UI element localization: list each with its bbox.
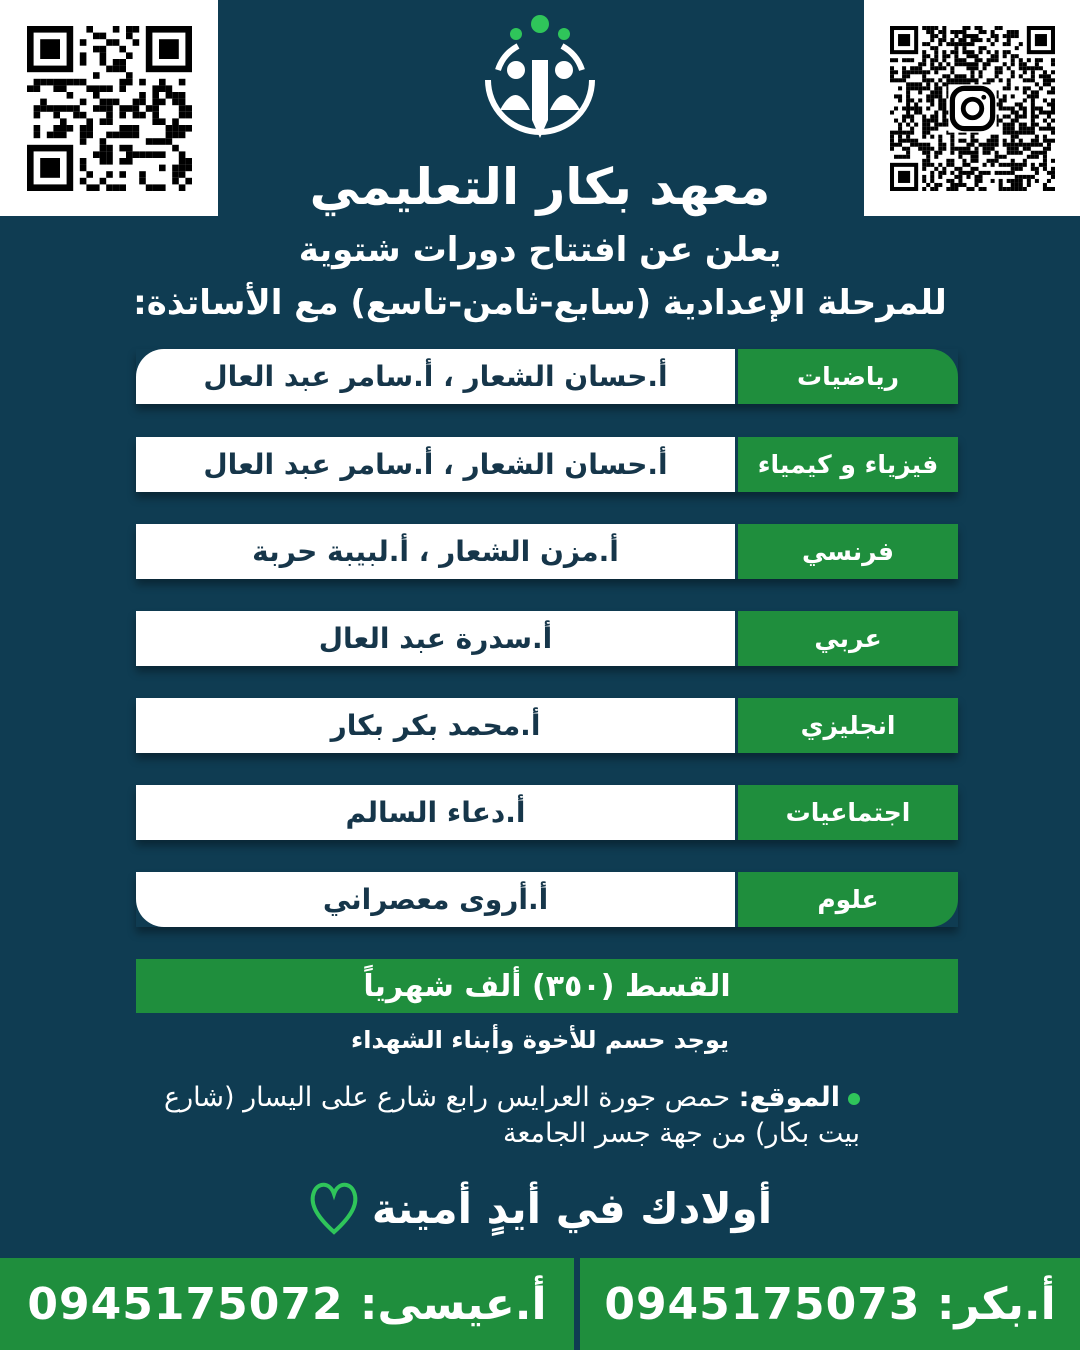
institute-name: معهد بكار التعليمي bbox=[309, 158, 771, 216]
course-teachers: أ.حسان الشعار ، أ.سامر عبد العال bbox=[136, 437, 735, 492]
course-row bbox=[136, 698, 958, 753]
discount-note: يوجد حسم للأخوة وأبناء الشهداء bbox=[350, 1026, 730, 1054]
contact-issa[interactable] bbox=[0, 1258, 574, 1350]
contact-name: أ.عيسى: bbox=[359, 1278, 547, 1330]
location bbox=[160, 1080, 860, 1160]
course-row bbox=[136, 437, 958, 492]
contact-phone: 0945175073 bbox=[604, 1278, 921, 1330]
contact-bakr[interactable] bbox=[580, 1258, 1080, 1350]
location-label: الموقع: bbox=[738, 1082, 840, 1113]
course-teachers: أ.محمد بكر بكار bbox=[136, 698, 735, 753]
institute-logo bbox=[478, 10, 602, 150]
stage-line: للمرحلة الإعدادية (سابع-ثامن-تاسع) مع الأساتذة: bbox=[133, 283, 947, 323]
heart-icon bbox=[308, 1180, 360, 1236]
course-row bbox=[136, 785, 958, 840]
course-subject: اجتماعيات bbox=[738, 785, 958, 840]
contact-phone: 0945175072 bbox=[27, 1278, 344, 1330]
course-teachers: أ.سدرة عبد العال bbox=[136, 611, 735, 666]
course-row bbox=[136, 524, 958, 579]
course-teachers: أ.أروى معصراني bbox=[136, 872, 735, 927]
course-subject: فرنسي bbox=[738, 524, 958, 579]
slogan-text: أولادك في أيدٍ أمينة bbox=[371, 1183, 773, 1233]
course-subject: فيزياء و كيمياء bbox=[738, 437, 958, 492]
bullet-icon bbox=[848, 1093, 860, 1105]
price-banner: القسط (٣٥٠) ألف شهرياً bbox=[136, 959, 958, 1013]
course-subject: رياضيات bbox=[738, 349, 958, 404]
course-teachers: أ.مزن الشعار ، أ.لبيبة حربة bbox=[136, 524, 735, 579]
location-text: حمص جورة العرايس رابع شارع على اليسار (شارع بيت بكار) من جهة جسر الجامعة bbox=[163, 1082, 860, 1149]
course-subject: علوم bbox=[738, 872, 958, 927]
announcement: يعلن عن افتتاح دورات شتوية bbox=[298, 230, 782, 270]
slogan bbox=[0, 1178, 1080, 1238]
course-teachers: أ.دعاء السالم bbox=[136, 785, 735, 840]
course-row bbox=[136, 611, 958, 666]
course-row bbox=[136, 349, 958, 404]
course-subject: عربي bbox=[738, 611, 958, 666]
course-teachers: أ.حسان الشعار ، أ.سامر عبد العال bbox=[136, 349, 735, 404]
course-row bbox=[136, 872, 958, 927]
contact-name: أ.بكر: bbox=[936, 1278, 1056, 1330]
course-subject: انجليزي bbox=[738, 698, 958, 753]
